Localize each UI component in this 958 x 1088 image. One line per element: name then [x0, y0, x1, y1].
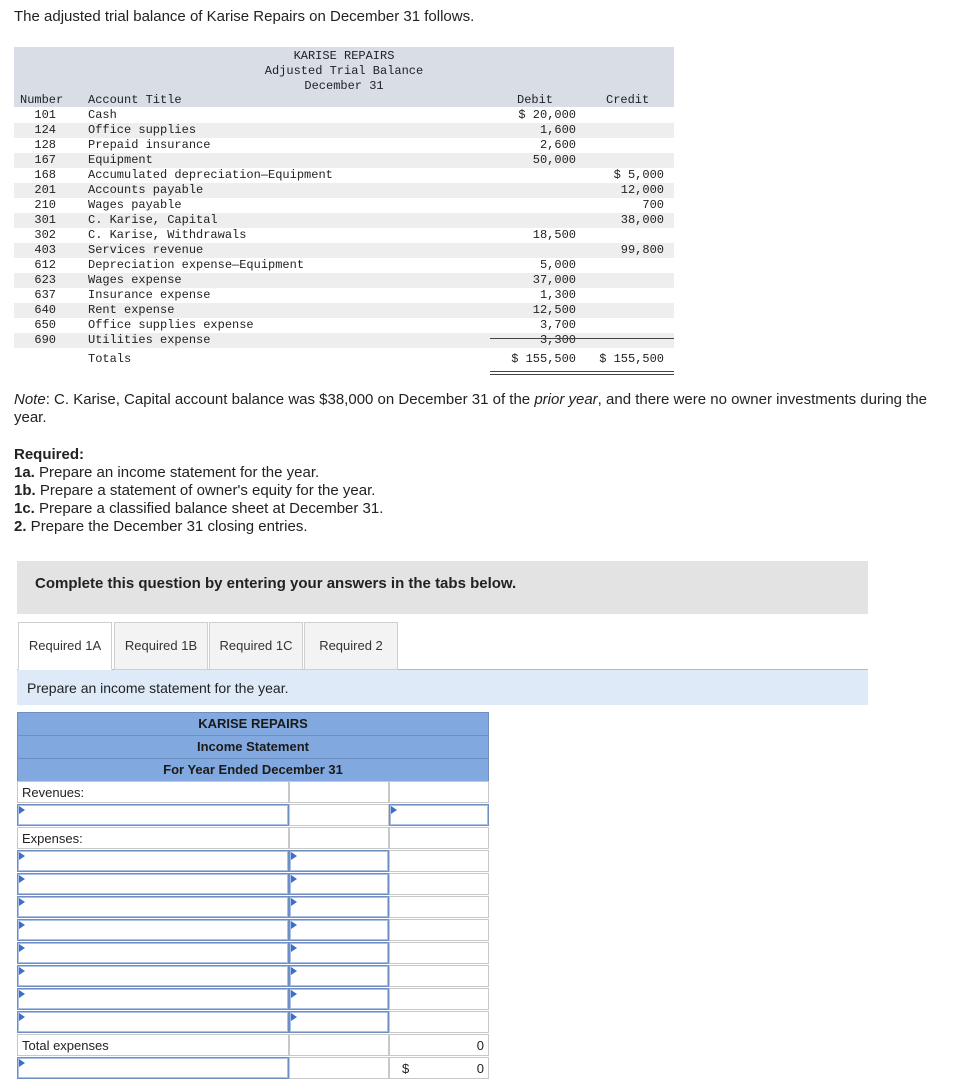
dropdown-marker-icon	[19, 1013, 25, 1021]
debit-amount: 3,300	[539, 333, 576, 347]
trial-balance-row	[14, 123, 674, 138]
required-item: 1b. Prepare a statement of owner's equity for the year.	[14, 482, 376, 499]
trial-balance-row	[14, 243, 674, 258]
expense-entry-row	[17, 850, 489, 873]
expense-amount-input[interactable]	[289, 942, 389, 964]
totals-label: Totals	[88, 352, 132, 366]
empty-cell	[289, 1034, 389, 1056]
empty-cell	[389, 988, 489, 1010]
account-title: Accounts payable	[88, 183, 204, 197]
debit-amount: $ 20,000	[518, 108, 576, 122]
account-number: 637	[34, 288, 56, 302]
trial-balance-row	[14, 108, 674, 123]
empty-cell	[389, 850, 489, 872]
net-income-currency: $	[402, 1061, 410, 1076]
totals-debit: $ 155,500	[511, 352, 576, 366]
tab-required-1b[interactable]: Required 1B	[114, 622, 208, 670]
expense-amount-input[interactable]	[289, 873, 389, 895]
required-item: 2. Prepare the December 31 closing entries.	[14, 518, 308, 535]
account-number: 167	[34, 153, 56, 167]
trial-balance-row	[14, 198, 674, 213]
debit-amount: 18,500	[532, 228, 576, 242]
header-debit: Debit	[517, 93, 554, 107]
trial-balance-row	[14, 303, 674, 318]
account-number: 168	[34, 168, 56, 182]
tab-required-1c[interactable]: Required 1C	[209, 622, 303, 670]
dropdown-marker-icon	[19, 967, 25, 975]
account-title: Depreciation expense—Equipment	[88, 258, 305, 272]
note-text-b: , and there were no owner investments during the year.	[14, 391, 928, 426]
account-title: Cash	[88, 108, 117, 122]
credit-amount: 38,000	[620, 213, 664, 227]
account-title: Prepaid insurance	[88, 138, 211, 152]
expense-entry-row	[17, 919, 489, 942]
dropdown-marker-icon	[291, 967, 297, 975]
account-number: 640	[34, 303, 56, 317]
account-title: Wages expense	[88, 273, 182, 287]
dropdown-marker-icon	[291, 921, 297, 929]
dropdown-marker-icon	[291, 944, 297, 952]
empty-cell	[389, 1011, 489, 1033]
is-title: Income Statement	[18, 736, 488, 759]
trial-balance-row	[14, 228, 674, 243]
debit-amount: 12,500	[532, 303, 576, 317]
account-title: Equipment	[88, 153, 153, 167]
net-income-value-cell	[389, 1057, 489, 1079]
header-number: Number	[20, 93, 64, 107]
expense-amount-input[interactable]	[289, 850, 389, 872]
trial-balance-row	[14, 258, 674, 273]
expense-amount-input[interactable]	[289, 965, 389, 987]
account-number: 101	[34, 108, 56, 122]
trial-balance-row	[14, 273, 674, 288]
income-statement-header	[17, 712, 489, 782]
net-income-label-input[interactable]	[17, 1057, 289, 1079]
is-company: KARISE REPAIRS	[18, 713, 488, 736]
account-number: 650	[34, 318, 56, 332]
header-account-title: Account Title	[88, 93, 182, 107]
instruction-text: Prepare an income statement for the year.	[27, 680, 289, 696]
account-title: Rent expense	[88, 303, 175, 317]
empty-cell	[289, 804, 389, 826]
totals-credit: $ 155,500	[599, 352, 664, 366]
expense-entry-row	[17, 942, 489, 965]
expense-account-input[interactable]	[17, 1011, 289, 1033]
dropdown-marker-icon	[291, 990, 297, 998]
expense-amount-input[interactable]	[289, 988, 389, 1010]
trial-balance-header	[14, 47, 674, 107]
account-number: 124	[34, 123, 56, 137]
debit-amount: 50,000	[532, 153, 576, 167]
empty-cell	[389, 873, 489, 895]
expense-amount-input[interactable]	[289, 1011, 389, 1033]
debit-amount: 5,000	[539, 258, 576, 272]
expense-entry-row	[17, 896, 489, 919]
dropdown-marker-icon	[19, 921, 25, 929]
account-number: 128	[34, 138, 56, 152]
required-section	[14, 446, 383, 536]
required-item: 1a. Prepare an income statement for the year.	[14, 464, 320, 481]
revenue-amount-input[interactable]	[389, 804, 489, 826]
totals-double-rule	[490, 371, 674, 375]
empty-cell	[389, 781, 489, 803]
account-title: Office supplies expense	[88, 318, 254, 332]
debit-amount: 1,600	[539, 123, 576, 137]
dropdown-marker-icon	[19, 944, 25, 952]
dropdown-marker-icon	[19, 875, 25, 883]
empty-cell	[389, 827, 489, 849]
account-number: 302	[34, 228, 56, 242]
account-number: 612	[34, 258, 56, 272]
empty-cell	[389, 919, 489, 941]
expense-entry-row	[17, 988, 489, 1011]
income-statement	[17, 712, 489, 1076]
empty-cell	[289, 781, 389, 803]
trial-balance-company: KARISE REPAIRS	[293, 49, 395, 63]
instruction-bar	[17, 670, 868, 705]
expense-entry-row	[17, 1011, 489, 1034]
expense-account-input[interactable]	[17, 896, 289, 918]
debit-amount: 3,700	[539, 318, 576, 332]
empty-cell	[289, 1057, 389, 1079]
empty-cell	[389, 896, 489, 918]
note	[14, 391, 949, 427]
dropdown-marker-icon	[291, 1013, 297, 1021]
credit-amount: 99,800	[620, 243, 664, 257]
complete-banner	[17, 561, 868, 614]
revenues-label-row	[17, 781, 489, 804]
revenues-label: Revenues:	[17, 781, 289, 803]
account-number: 403	[34, 243, 56, 257]
expense-amount-input[interactable]	[289, 919, 389, 941]
empty-cell	[389, 942, 489, 964]
account-number: 201	[34, 183, 56, 197]
account-title: Insurance expense	[88, 288, 211, 302]
empty-cell	[289, 827, 389, 849]
dropdown-marker-icon	[291, 852, 297, 860]
is-period: For Year Ended December 31	[163, 762, 343, 777]
note-text-a: : C. Karise, Capital account balance was $38,000 on December 31 of the	[45, 391, 535, 408]
dropdown-marker-icon	[291, 898, 297, 906]
trial-balance-row	[14, 333, 674, 348]
dropdown-marker-icon	[19, 806, 25, 814]
expenses-label-row	[17, 827, 489, 850]
account-title: C. Karise, Capital	[88, 213, 218, 227]
trial-balance-row	[14, 183, 674, 198]
expense-amount-input[interactable]	[289, 896, 389, 918]
required-heading: Required:	[14, 446, 85, 463]
total-expenses-value: 0	[476, 1038, 484, 1053]
dropdown-marker-icon	[19, 990, 25, 998]
account-title: C. Karise, Withdrawals	[88, 228, 247, 242]
account-number: 210	[34, 198, 56, 212]
trial-balance-row	[14, 168, 674, 183]
dropdown-marker-icon	[19, 852, 25, 860]
intro-text: The adjusted trial balance of Karise Repairs on December 31 follows.	[14, 8, 475, 25]
total-expenses-row	[17, 1034, 489, 1057]
expense-entry-row	[17, 873, 489, 896]
expense-account-input[interactable]	[17, 965, 289, 987]
total-expenses-value-cell	[389, 1034, 489, 1056]
debit-amount: 37,000	[532, 273, 576, 287]
note-prefix: Note	[14, 391, 46, 408]
header-credit: Credit	[606, 93, 650, 107]
revenue-account-input[interactable]	[17, 804, 289, 826]
dropdown-marker-icon	[19, 1059, 25, 1067]
expense-account-input[interactable]	[17, 919, 289, 941]
expenses-label: Expenses:	[17, 827, 289, 849]
totals-row	[14, 352, 674, 367]
expense-account-input[interactable]	[17, 942, 289, 964]
totals-rule	[490, 338, 674, 339]
trial-balance-row	[14, 213, 674, 228]
credit-amount: 12,000	[620, 183, 664, 197]
account-title: Office supplies	[88, 123, 197, 137]
credit-amount: $ 5,000	[613, 168, 664, 182]
trial-balance-row	[14, 288, 674, 303]
dropdown-marker-icon	[391, 806, 397, 814]
expense-account-input[interactable]	[17, 873, 289, 895]
expense-account-input[interactable]	[17, 850, 289, 872]
trial-balance-row	[14, 153, 674, 168]
trial-balance-row	[14, 318, 674, 333]
total-expenses-label: Total expenses	[17, 1034, 289, 1056]
dropdown-marker-icon	[19, 898, 25, 906]
tab-required-1a[interactable]: Required 1A	[18, 622, 112, 670]
debit-amount: 2,600	[539, 138, 576, 152]
account-number: 690	[34, 333, 56, 347]
trial-balance-date: December 31	[304, 79, 384, 93]
account-number: 301	[34, 213, 56, 227]
account-title: Accumulated depreciation—Equipment	[88, 168, 333, 182]
net-income-value: 0	[476, 1061, 484, 1076]
tab-required-2[interactable]: Required 2	[304, 622, 398, 670]
account-number: 623	[34, 273, 56, 287]
complete-banner-text: Complete this question by entering your answers in the tabs below.	[35, 575, 517, 592]
expense-account-input[interactable]	[17, 988, 289, 1010]
account-title: Wages payable	[88, 198, 182, 212]
account-title: Utilities expense	[88, 333, 211, 347]
trial-balance-title: Adjusted Trial Balance	[264, 64, 424, 78]
trial-balance-row	[14, 138, 674, 153]
account-title: Services revenue	[88, 243, 204, 257]
credit-amount: 700	[642, 198, 664, 212]
required-item: 1c. Prepare a classified balance sheet at December 31.	[14, 500, 384, 517]
trial-balance	[14, 47, 674, 369]
dropdown-marker-icon	[291, 875, 297, 883]
debit-amount: 1,300	[539, 288, 576, 302]
net-income-row	[17, 1057, 489, 1080]
expense-entry-row	[17, 965, 489, 988]
note-emphasis: prior year	[534, 391, 598, 408]
empty-cell	[389, 965, 489, 987]
revenue-entry-row	[17, 804, 489, 827]
